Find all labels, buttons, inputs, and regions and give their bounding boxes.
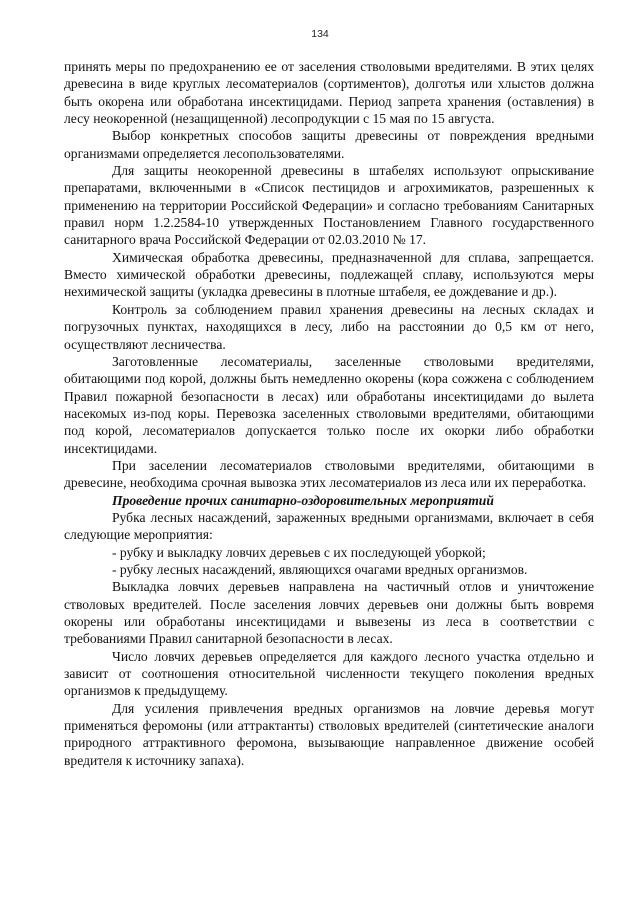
section-heading: Проведение прочих санитарно-оздоровительных мероприятий bbox=[112, 492, 494, 508]
list-item: - рубку лесных насаждений, являющихся очагами вредных организмов. bbox=[112, 561, 528, 577]
paragraph-11: Для усиления привлечения вредных организмов на ловчие деревья могут применяться феромоны (или аттрактанты) стволовых вредителей (синтетические аналоги природного аттрактивного феромона, вызывающие направленное движение особей вредителя к источнику запаха). bbox=[64, 700, 594, 768]
paragraph-7: При заселении лесоматериалов стволовыми вредителями, обитающими в древесине, необходима срочная вывозка этих лесоматериалов из леса или их переработка. bbox=[64, 457, 594, 491]
paragraph-9: Выкладка ловчих деревьев направлена на частичный отлов и уничтожение стволовых вредителей. После заселения ловчих деревьев они должны быть вовремя окорены или обработаны инсектицидами и вывезены из леса в соответствии с требованиями Правил санитарной безопасности в лесах. bbox=[64, 579, 594, 647]
paragraph-10: Число ловчих деревьев определяется для каждого лесного участка отдельно и зависит от соотношения относительной численности текущего поколения вредных организмов к предыдущему. bbox=[64, 648, 594, 699]
body-text bbox=[64, 58, 594, 769]
paragraph-8: Рубка лесных насаждений, зараженных вредными организмами, включает в себя следующие мероприятия: bbox=[64, 509, 594, 543]
paragraph-1: принять меры по предохранению ее от заселения стволовыми вредителями. В этих целях древесина в виде круглых лесоматериалов (сортиментов), долготья или хлыстов должна быть окорена или обработана инсектицидами. Период запрета хранения (оставления) в лесу неокоренной (незащищенной) лесопродукции с 15 мая по 15 августа. bbox=[64, 59, 594, 127]
paragraph-3: Для защиты неокоренной древесины в штабелях используют опрыскивание препаратами, включенными в «Список пестицидов и агрохимикатов, разрешенных к применению на территории Российской Федерации» и согласно требованиям Санитарных правил норм 1.2.2584-10 утвержденных Постановлением Главного государственного санитарного врача Российской Федерации от 02.03.2010 № 17. bbox=[64, 163, 594, 248]
paragraph-2: Выбор конкретных способов защиты древесины от повреждения вредными организмами определяется лесопользователями. bbox=[64, 128, 594, 161]
list-item: - рубку и выкладку ловчих деревьев с их последующей уборкой; bbox=[112, 544, 486, 560]
paragraph-4: Химическая обработка древесины, предназначенной для сплава, запрещается. Вместо химической обработки древесины, подлежащей сплаву, используются меры нехимической защиты (укладка древесины в плотные штабеля, ее дождевание и др.). bbox=[64, 249, 594, 300]
paragraph-6: Заготовленные лесоматериалы, заселенные стволовыми вредителями, обитающими под корой, должны быть немедленно окорены (кора сожжена с соблюдением Правил пожарной безопасности в лесах) или обработаны инсектицидами до вылета насекомых из-под коры. Перевозка заселенных стволовыми вредителями, обитающими под корой, лесоматериалов допускается только после их окорки либо обработки инсектицидами. bbox=[64, 353, 594, 456]
page-number: 134 bbox=[311, 28, 329, 40]
paragraph-5: Контроль за соблюдением правил хранения древесины на лесных складах и погрузочных пунктах, находящихся в лесу, либо на расстоянии до 0,5 км от него, осуществляют лесничества. bbox=[64, 301, 594, 352]
